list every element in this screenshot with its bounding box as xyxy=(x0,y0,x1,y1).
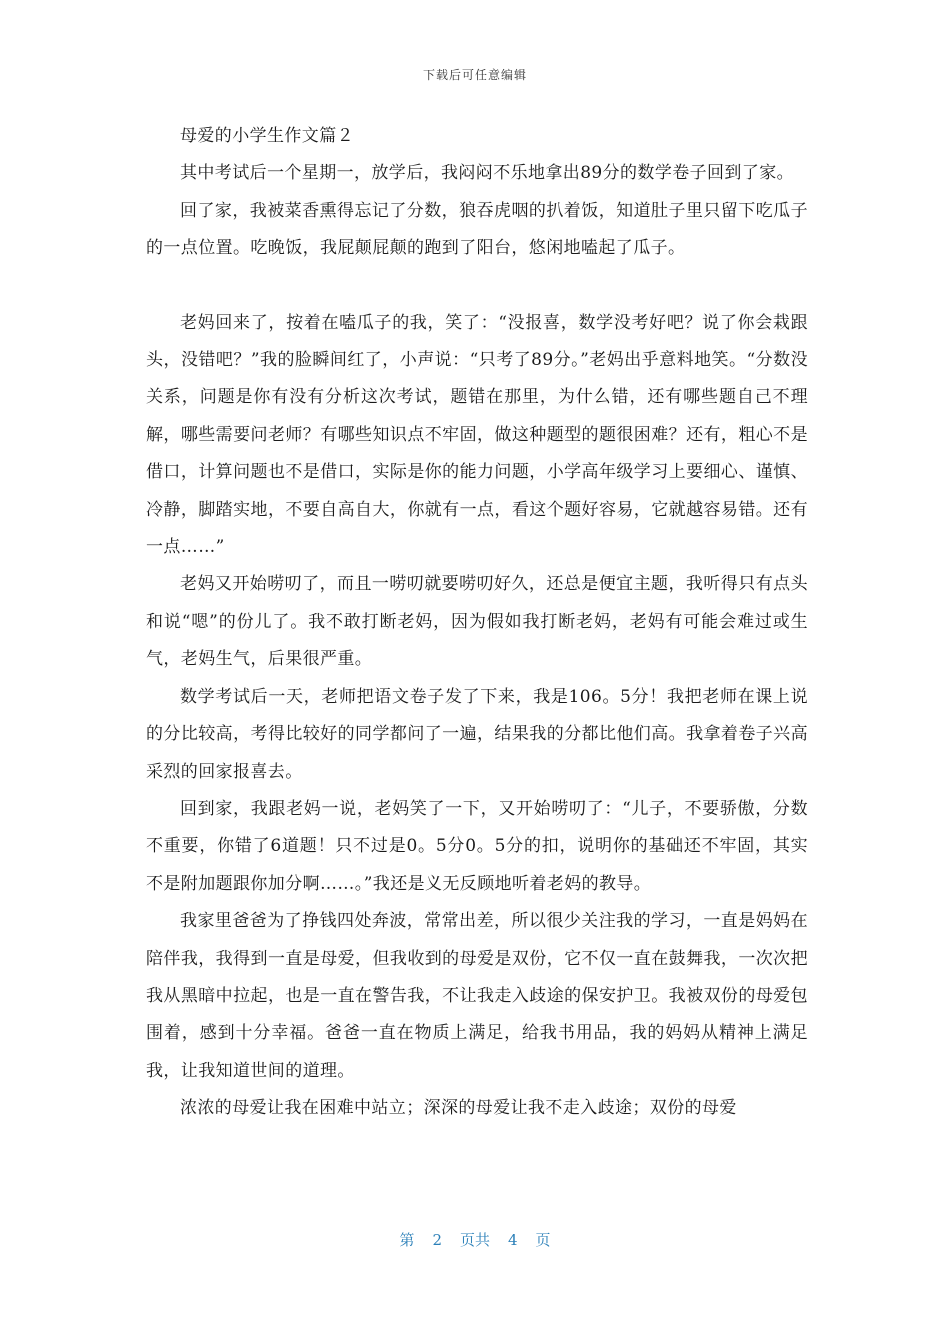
paragraph: 数学考试后一天，老师把语文卷子发了下来，我是106。5分！我把老师在课上说的分比较高，考得比较好的同学都问了一遍，结果我的分都比他们高。我拿着卷子兴高采烈的回家报喜去。 xyxy=(146,686,808,782)
paragraph: 回到家，我跟老妈一说，老妈笑了一下，又开始唠叨了：“儿子，不要骄傲，分数不重要，你错了6道题！只不过是0。5分0。5分的扣，说明你的基础还不牢固，其实不是附加题跟你加分啊……。”我还是义无反顾地听着老妈的教导。 xyxy=(146,798,808,894)
current-page-number: 2 xyxy=(432,1231,442,1249)
article-title: 母爱的小学生作文篇２ xyxy=(180,126,354,146)
paragraph: 老妈又开始唠叨了，而且一唠叨就要唠叨好久，还总是便宜主题，我听得只有点头和说“嗯”的份儿了。我不敢打断老妈，因为假如我打断老妈，老妈有可能会难过或生气，老妈生气，后果很严重。 xyxy=(146,574,808,670)
footer-prefix: 第 xyxy=(399,1231,415,1249)
footer-middle: 页共 xyxy=(459,1231,490,1249)
paragraph: 浓浓的母爱让我在困难中站立；深深的母爱让我不走入歧途；双份的母爱 xyxy=(180,1098,737,1119)
article-body xyxy=(146,118,808,1128)
page-header: 下载后可任意编辑 xyxy=(422,68,527,82)
footer-suffix: 页 xyxy=(535,1231,551,1249)
paragraph: 老妈回来了，按着在嗑瓜子的我，笑了：“没报喜，数学没考好吧？说了你会栽跟头，没错吧？”我的脸瞬间红了，小声说：“只考了89分。”老妈出乎意料地笑。“分数没关系，问题是你有没有分析这次考试，题错在那里，为什么错，还有哪些题自己不理解，哪些需要问老师？有哪些知识点不牢固，做这种题型的题很困难？还有，粗心不是借口，计算问题也不是借口，实际是你的能力问题，小学高年级学习上要细心、谨慎、冷静，脚踏实地，不要自高自大，你就有一点，看这个题好容易，它就越容易错。还有一点……” xyxy=(146,312,808,558)
paragraph: 回了家，我被菜香熏得忘记了分数，狼吞虎咽的扒着饭，知道肚子里只留下吃瓜子的一点位置。吃晚饭，我屁颠屁颠的跑到了阳台，悠闲地嗑起了瓜子。 xyxy=(146,200,808,259)
total-pages-number: 4 xyxy=(508,1231,518,1249)
page-footer xyxy=(0,1229,950,1250)
paragraph: 其中考试后一个星期一，放学后，我闷闷不乐地拿出89分的数学卷子回到了家。 xyxy=(180,163,795,184)
paragraph: 我家里爸爸为了挣钱四处奔波，常常出差，所以很少关注我的学习，一直是妈妈在陪伴我，我得到一直是母爱，但我收到的母爱是双份，它不仅一直在鼓舞我，一次次把我从黑暗中拉起，也是一直在警告我，不让我走入歧途的保安护卫。我被双份的母爱包围着，感到十分幸福。爸爸一直在物质上满足，给我书用品，我的妈妈从精神上满足我，让我知道世间的道理。 xyxy=(146,911,808,1081)
